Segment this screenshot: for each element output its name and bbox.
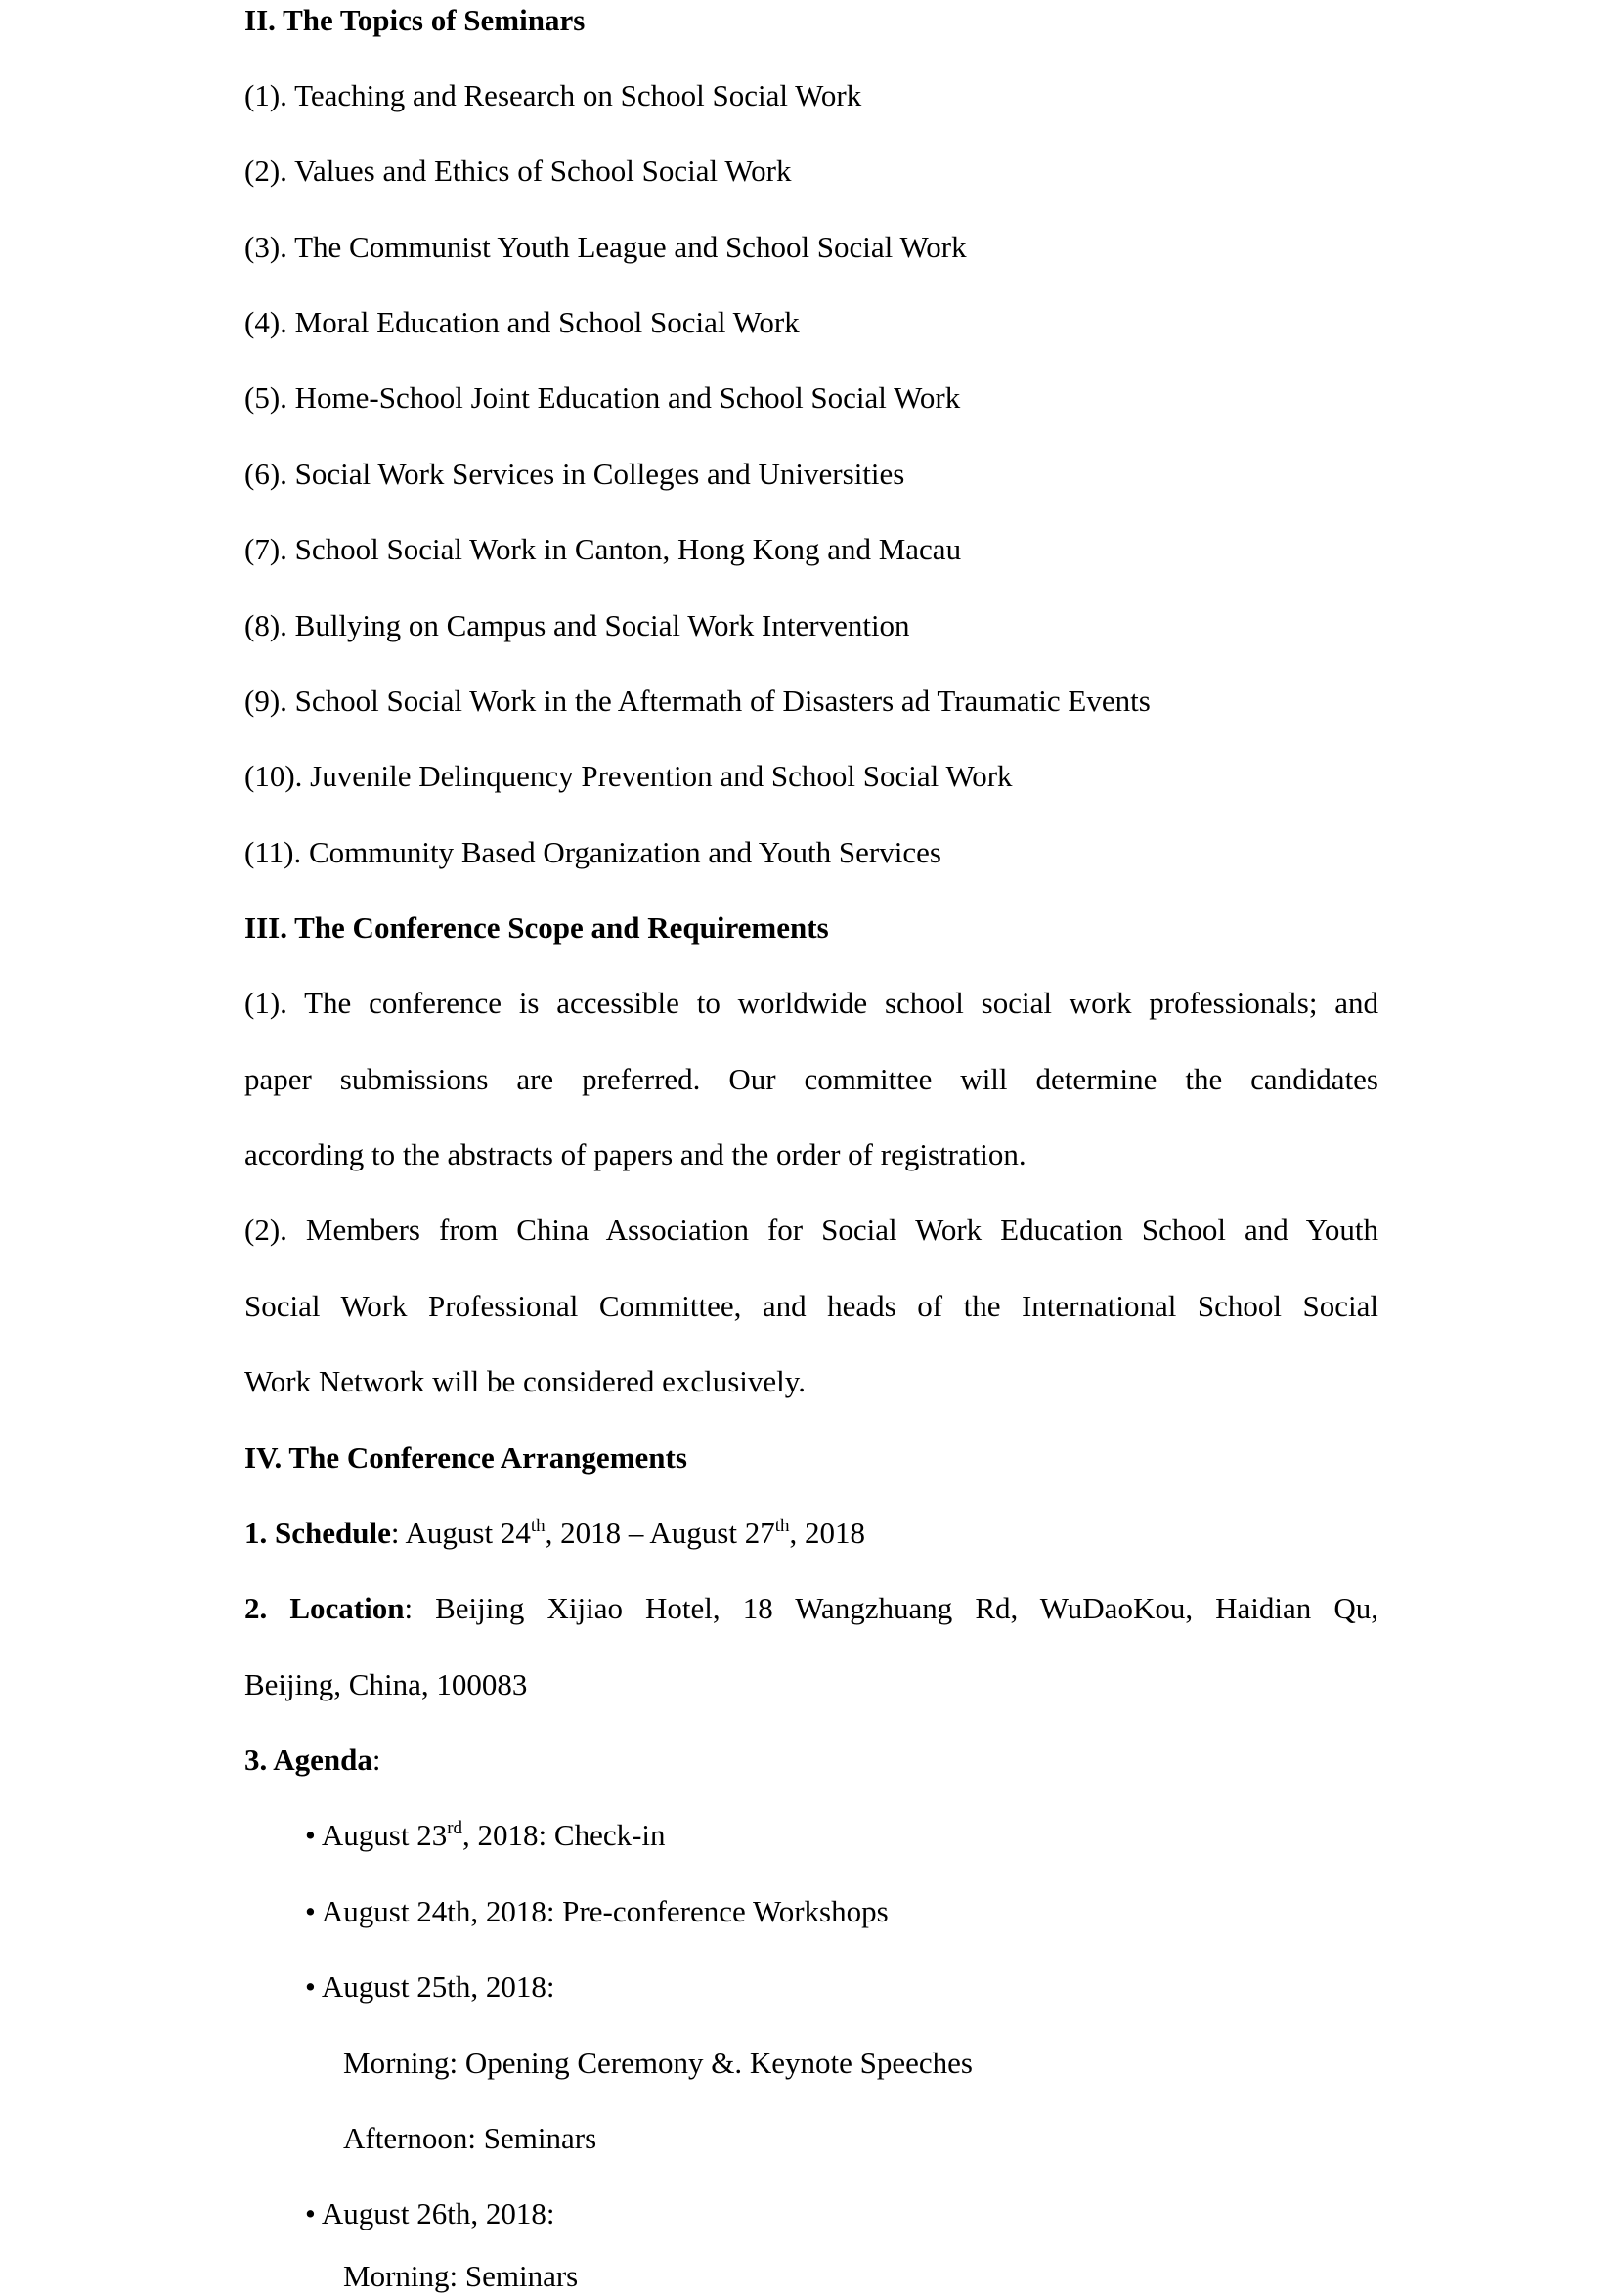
scope-paragraph-1-line: according to the abstracts of papers and the order of registration. (244, 1137, 1026, 1171)
topic-item: (5). Home-School Joint Education and School Social Work (244, 380, 961, 415)
scope-paragraph-2-line: Social Work Professional Committee, and heads of the International School Social (244, 1289, 1378, 1323)
section-heading-topics: II. The Topics of Seminars (244, 3, 586, 37)
schedule-label: 1. Schedule (244, 1516, 391, 1550)
agenda-colon: : (371, 1743, 381, 1777)
agenda-item-workshops: • August 24th, 2018: Pre-conference Workshops (305, 1894, 889, 1928)
schedule-end-year: , 2018 (789, 1516, 866, 1550)
topic-item: (3). The Communist Youth League and School Social Work (244, 230, 967, 264)
agenda-day3-morning: Morning: Opening Ceremony &. Keynote Speeches (343, 2046, 973, 2080)
location-line-2: Beijing, China, 100083 (244, 1667, 528, 1701)
agenda-day1-date: • August 23 (305, 1818, 448, 1852)
topic-item: (10). Juvenile Delinquency Prevention and School Social Work (244, 759, 1013, 793)
topic-item: (9). School Social Work in the Aftermath of Disasters ad Traumatic Events (244, 684, 1151, 718)
location-label: 2. Location (244, 1591, 405, 1625)
topic-item: (4). Moral Education and School Social Work (244, 305, 800, 339)
agenda-item-day3: • August 25th, 2018: (305, 1969, 555, 2004)
agenda-label: 3. Agenda (244, 1743, 372, 1777)
schedule-line (244, 1514, 865, 1553)
topic-item: (2). Values and Ethics of School Social Work (244, 154, 792, 188)
schedule-range: , 2018 – August 27 (545, 1516, 775, 1550)
scope-paragraph-2-line: Work Network will be considered exclusively. (244, 1364, 806, 1398)
schedule-end-ordinal: th (774, 1515, 790, 1536)
topic-item: (1). Teaching and Research on School Social Work (244, 78, 862, 112)
topic-item: (11). Community Based Organization and Youth Services (244, 835, 941, 869)
agenda-item-checkin (305, 1816, 666, 1855)
topic-item: (8). Bullying on Campus and Social Work Intervention (244, 608, 910, 642)
agenda-day4-morning: Morning: Seminars (343, 2259, 579, 2293)
schedule-start-ordinal: th (530, 1515, 546, 1536)
agenda-day3-afternoon: Afternoon: Seminars (343, 2121, 597, 2155)
scope-paragraph-2-line: (2). Members from China Association for Social Work Education School and Youth (244, 1213, 1378, 1247)
scope-paragraph-1-line: (1). The conference is accessible to worldwide school social work professionals; and (244, 986, 1378, 1020)
agenda-item-day4: • August 26th, 2018: (305, 2196, 555, 2230)
section-heading-scope: III. The Conference Scope and Requirements (244, 910, 829, 945)
schedule-start-date: August 24 (405, 1516, 531, 1550)
agenda-day1-ordinal: rd (447, 1817, 463, 1838)
location-line (244, 1589, 1378, 1628)
agenda-day1-event: , 2018: Check-in (462, 1818, 666, 1852)
scope-paragraph-1-line: paper submissions are preferred. Our committee will determine the candidates (244, 1062, 1378, 1096)
topic-item: (6). Social Work Services in Colleges and Universities (244, 457, 905, 491)
agenda-line (244, 1741, 381, 1780)
schedule-colon: : (390, 1516, 406, 1550)
section-heading-arrangements: IV. The Conference Arrangements (244, 1440, 687, 1475)
location-address: : Beijing Xijiao Hotel, 18 Wangzhuang Rd, WuDaoKou, Haidian Qu, (404, 1591, 1378, 1625)
topic-item: (7). School Social Work in Canton, Hong Kong and Macau (244, 532, 962, 566)
